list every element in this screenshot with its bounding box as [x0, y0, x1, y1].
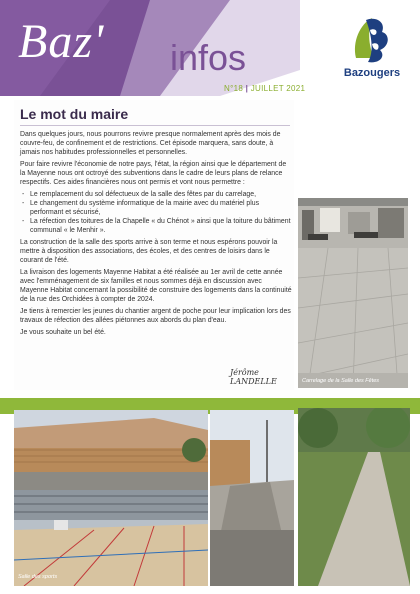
editorial-paragraph: La livraison des logements Mayenne Habitat a été réalisée au 1er avril de cette année avec l'emménagement de six familles et nous sommes déjà en discussion avec Mayenne Habitat concernant la possibilité de construire des logements dans la continuité de la rue des Orchidées à compter de 2024. — [20, 269, 292, 303]
hall-photo-illustration — [298, 198, 408, 388]
editorial-list-item: - Le changement du système informatique de la mairie avec du matériel plus performant et sécurisé, — [30, 199, 292, 217]
brand-title-infos: infos — [170, 37, 247, 78]
editorial-paragraph: Dans quelques jours, nous pourrons revivre presque normalement après des mois de couvre-feu, de confinement et de restrictions. Cet épisode marquera, sans doute, à jamais nos habitudes professionnelles et personnelles. — [20, 131, 281, 156]
editorial-list-item: - La réfection des toitures de la Chapelle « du Chénot » ainsi que la toiture du bâtiment communal « le Menhir ». — [30, 217, 292, 235]
editorial-list-item: - Le remplacement du sol défectueux de la salle des fêtes par du carrelage, — [30, 190, 292, 199]
masthead-banner — [0, 0, 300, 96]
bazougers-logo — [330, 14, 414, 84]
bazougers-logo-icon — [346, 14, 398, 66]
brand-title-baz: Baz' — [18, 15, 105, 68]
hall-floor-photo — [298, 198, 408, 388]
issue-number: N°18 — [224, 84, 244, 93]
mayor-editorial — [14, 100, 294, 390]
issue-separator: | — [245, 84, 249, 93]
editorial-body — [20, 130, 292, 340]
sports-hall-exterior-illustration — [14, 410, 208, 490]
issue-date: JUILLET 2021 — [250, 84, 306, 93]
sports-photo-caption: Salle des sports — [18, 574, 58, 580]
sports-hall-exterior-photo — [14, 410, 208, 490]
sports-hall-interior-illustration — [14, 490, 208, 586]
housing-path-photo — [210, 410, 294, 586]
issue-info — [224, 84, 305, 93]
mayor-signature: Jérôme LANDELLE — [230, 368, 277, 386]
editorial-title: Le mot du maire — [20, 106, 129, 122]
pedestrian-path-photo — [298, 408, 410, 586]
editorial-paragraph: Pour faire revivre l'économie de notre pays, l'état, la région ainsi que le département de la Mayenne nous ont octroyé des subventions dans le cadre de leurs plans de relance respectifs. Ces aides financières nous ont permis et vont nous permettre : — [20, 161, 287, 186]
editorial-paragraph: Je tiens à remercier les jeunes du chantier argent de poche pour leur implication lors des travaux de réfection des allées piétonnes aux abords du plan d'eau. — [20, 308, 291, 324]
hall-photo-caption: Carrelage de la Salle des Fêtes — [302, 378, 380, 384]
editorial-paragraph: La construction de la salle des sports arrive à son terme et nous espérons pouvoir la mettre à disposition des associations, des écoles, et des centres de loisirs dans le courant de l'été. — [20, 239, 278, 264]
pedestrian-path-illustration — [298, 408, 410, 586]
editorial-list — [20, 190, 292, 235]
editorial-divider — [20, 125, 290, 126]
editorial-paragraph: Je vous souhaite un bel été. — [20, 329, 106, 336]
logo-label: Bazougers — [343, 67, 401, 79]
sports-hall-interior-photo — [14, 490, 208, 586]
housing-path-illustration — [210, 410, 294, 586]
